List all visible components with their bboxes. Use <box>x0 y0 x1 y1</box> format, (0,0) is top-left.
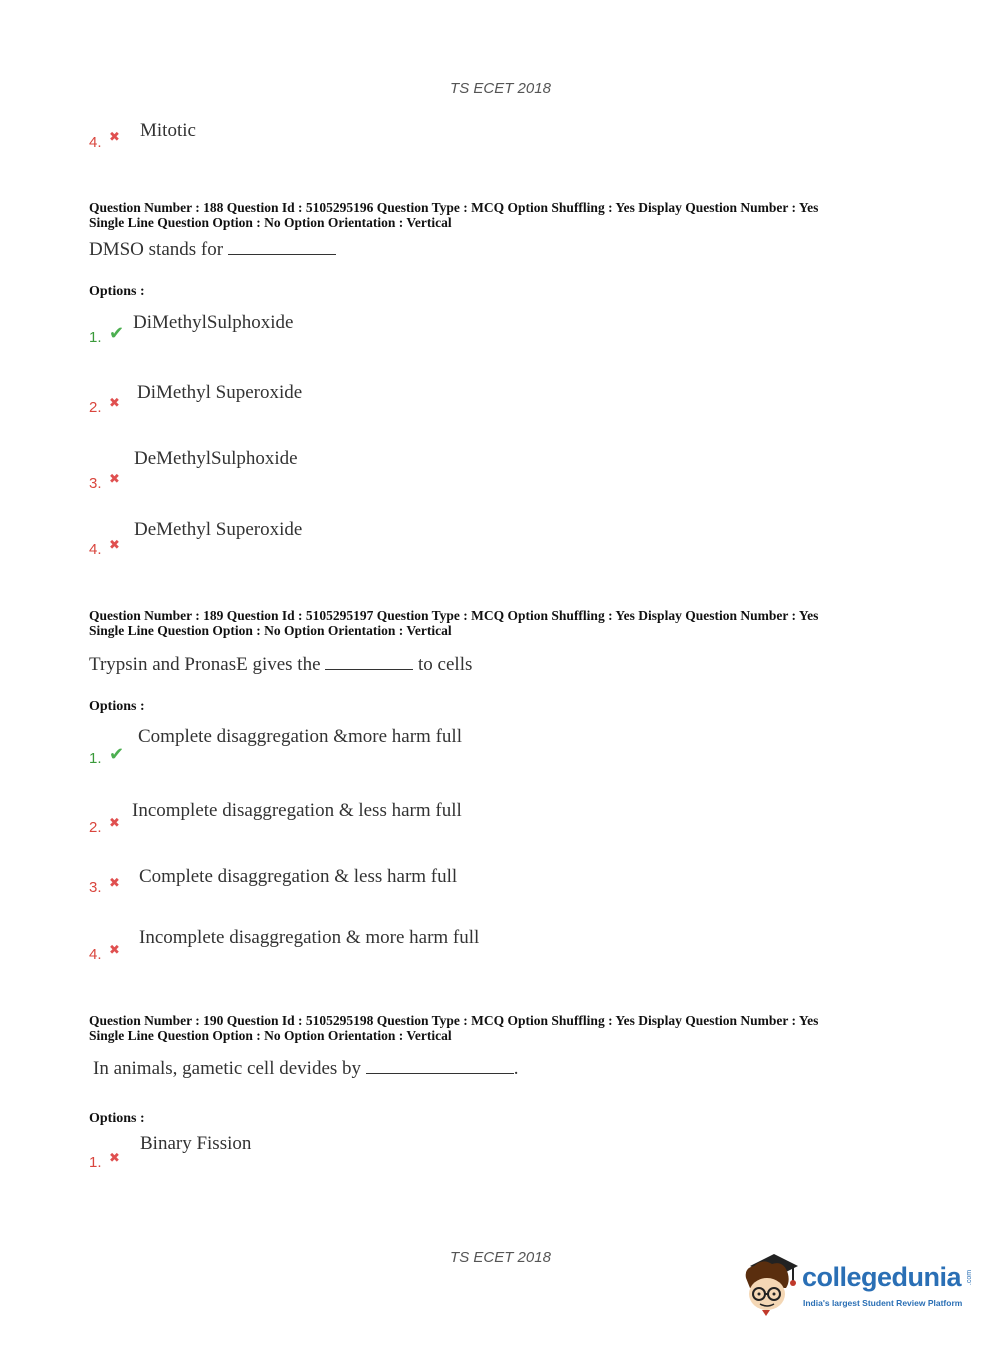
question-meta <box>89 609 919 638</box>
option-number: 2. <box>89 819 102 836</box>
page-header: TS ECET 2018 <box>450 80 551 97</box>
option-text: DeMethylSulphoxide <box>134 448 298 469</box>
page-footer: TS ECET 2018 <box>450 1249 551 1266</box>
answer-blank <box>228 240 336 255</box>
cross-mark-icon: ✖ <box>109 396 120 411</box>
option-number: 3. <box>89 475 102 492</box>
option-number: 4. <box>89 946 102 963</box>
question-text-tail: . <box>513 1058 519 1079</box>
question-text-tail: to cells <box>418 654 473 675</box>
logo-tagline: India's largest Student Review Platform <box>803 1298 963 1308</box>
question-text <box>93 1058 519 1080</box>
option-number: 1. <box>89 1154 102 1171</box>
collegedunia-logo <box>740 1248 974 1318</box>
answer-blank <box>366 1059 514 1074</box>
question-meta-line: Single Line Question Option : No Option Orientation : Vertical <box>89 1027 452 1043</box>
option-number: 1. <box>89 750 102 767</box>
logo-com: .com <box>966 1269 974 1286</box>
option-text: Mitotic <box>140 120 196 141</box>
question-meta <box>89 1014 919 1043</box>
question-meta-line: Question Number : 190 Question Id : 5105295198 Question Type : MCQ Option Shuffling : Yes Display Question Number : Yes <box>89 1013 819 1028</box>
option-text: Incomplete disaggregation & more harm full <box>139 927 480 948</box>
option-text: DiMethylSulphoxide <box>133 312 294 333</box>
options-label: Options : <box>89 1111 145 1126</box>
option-number: 4. <box>89 134 102 151</box>
question-meta-line: Question Number : 188 Question Id : 5105295196 Question Type : MCQ Option Shuffling : Yes Display Question Number : Yes <box>89 200 819 215</box>
question-meta-line: Single Line Question Option : No Option Orientation : Vertical <box>89 214 452 230</box>
question-text-body: DMSO stands for <box>89 239 224 260</box>
cross-mark-icon: ✖ <box>109 876 120 891</box>
cross-mark-icon: ✖ <box>109 472 120 487</box>
cross-mark-icon: ✖ <box>109 538 120 553</box>
option-number: 4. <box>89 541 102 558</box>
option-text: Complete disaggregation &more harm full <box>138 726 462 747</box>
option-text: DiMethyl Superoxide <box>137 382 303 403</box>
logo-brand: collegedunia <box>802 1262 962 1292</box>
option-number: 2. <box>89 399 102 416</box>
option-text: DeMethyl Superoxide <box>134 519 303 540</box>
check-mark-icon: ✔ <box>109 323 125 344</box>
answer-blank <box>325 655 413 670</box>
options-label: Options : <box>89 699 145 714</box>
option-text: Complete disaggregation & less harm full <box>139 866 458 887</box>
option-text: Binary Fission <box>140 1133 252 1154</box>
cross-mark-icon: ✖ <box>109 130 120 145</box>
question-meta-line: Question Number : 189 Question Id : 5105295197 Question Type : MCQ Option Shuffling : Yes Display Question Number : Yes <box>89 608 819 623</box>
mascot-icon <box>740 1248 802 1318</box>
options-label: Options : <box>89 284 145 299</box>
cross-mark-icon: ✖ <box>109 816 120 831</box>
option-number: 3. <box>89 879 102 896</box>
question-meta-line: Single Line Question Option : No Option Orientation : Vertical <box>89 622 452 638</box>
cross-mark-icon: ✖ <box>109 943 120 958</box>
check-mark-icon: ✔ <box>109 744 125 765</box>
option-text: Incomplete disaggregation & less harm full <box>132 800 462 821</box>
option-number: 1. <box>89 329 102 346</box>
question-text-body: Trypsin and PronasE gives the <box>89 654 321 675</box>
cross-mark-icon: ✖ <box>109 1151 120 1166</box>
question-text-body: In animals, gametic cell devides by <box>93 1058 362 1079</box>
question-text <box>89 239 336 261</box>
question-meta <box>89 201 919 230</box>
question-text <box>89 654 472 676</box>
